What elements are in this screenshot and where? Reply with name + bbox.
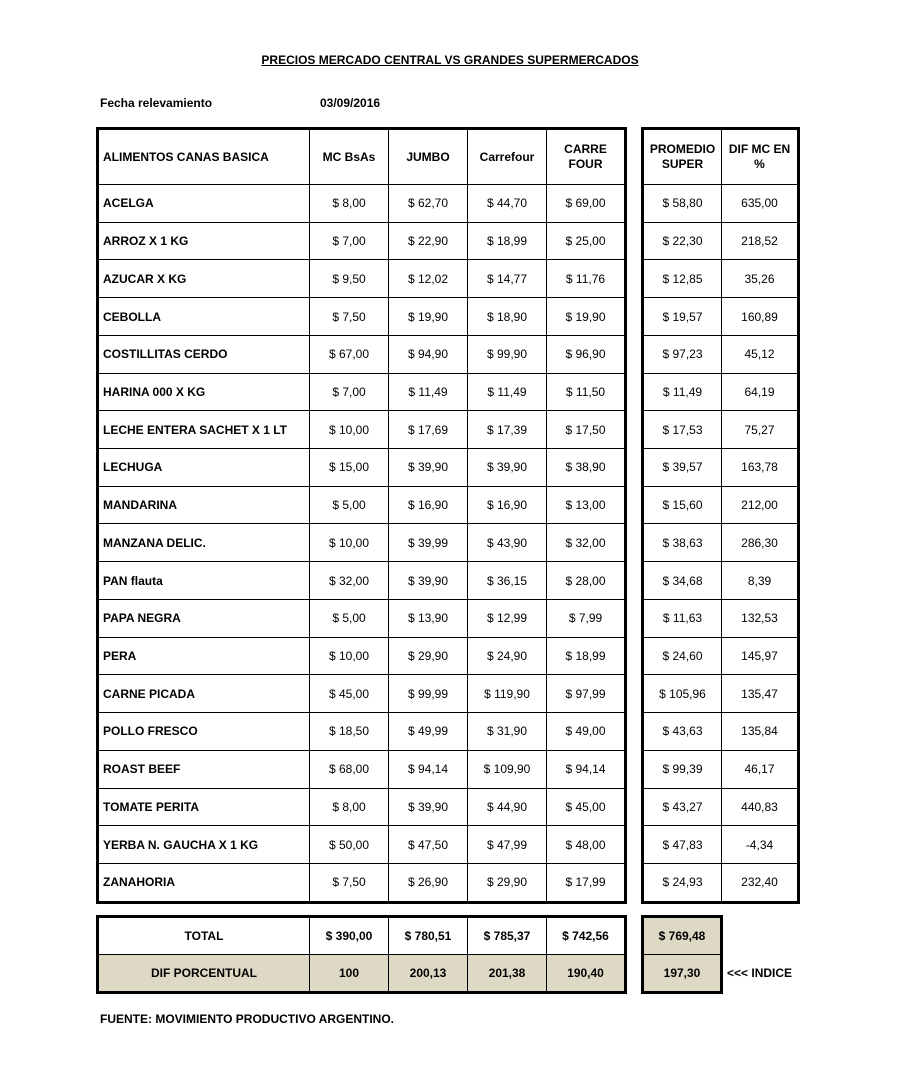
promedio-row xyxy=(643,185,799,223)
product-name: PERA xyxy=(98,637,310,675)
table-row xyxy=(98,373,626,411)
product-name: LECHE ENTERA SACHET X 1 LT xyxy=(98,411,310,449)
promedio-value: $ 58,80 xyxy=(643,185,722,223)
header-promedio-text: PROMEDIO SUPER xyxy=(649,142,716,171)
dif-porcentual-jumbo: 200,13 xyxy=(389,955,468,993)
table-row xyxy=(98,713,626,751)
price-mc: $ 10,00 xyxy=(310,637,389,675)
total-label: TOTAL xyxy=(98,917,310,955)
product-name: MANDARINA xyxy=(98,486,310,524)
promedio-row xyxy=(643,562,799,600)
price-mc: $ 7,00 xyxy=(310,373,389,411)
table-row xyxy=(98,298,626,336)
dif-value: 232,40 xyxy=(722,863,799,902)
price-carre-four: $ 18,99 xyxy=(547,637,626,675)
dif-porcentual-carre-four: 190,40 xyxy=(547,955,626,993)
price-mc: $ 15,00 xyxy=(310,449,389,487)
promedio-row xyxy=(643,863,799,902)
dif-value: 64,19 xyxy=(722,373,799,411)
total-mc: $ 390,00 xyxy=(310,917,389,955)
product-name: ROAST BEEF xyxy=(98,750,310,788)
dif-value: 212,00 xyxy=(722,486,799,524)
promedio-value: $ 17,53 xyxy=(643,411,722,449)
promedio-value: $ 24,93 xyxy=(643,863,722,902)
price-carre-four: $ 7,99 xyxy=(547,599,626,637)
price-jumbo: $ 39,99 xyxy=(389,524,468,562)
product-name: CARNE PICADA xyxy=(98,675,310,713)
dif-value: 440,83 xyxy=(722,788,799,826)
promedio-row xyxy=(643,637,799,675)
dif-porcentual-row xyxy=(98,955,626,993)
promedio-value: $ 22,30 xyxy=(643,222,722,260)
dif-porcentual-promedio-row xyxy=(643,955,722,993)
product-name: AZUCAR X KG xyxy=(98,260,310,298)
dif-value: 35,26 xyxy=(722,260,799,298)
table-row xyxy=(98,750,626,788)
product-name: POLLO FRESCO xyxy=(98,713,310,751)
price-carre-four: $ 13,00 xyxy=(547,486,626,524)
price-jumbo: $ 19,90 xyxy=(389,298,468,336)
price-mc: $ 10,00 xyxy=(310,524,389,562)
total-carrefour: $ 785,37 xyxy=(468,917,547,955)
total-jumbo: $ 780,51 xyxy=(389,917,468,955)
product-name: ZANAHORIA xyxy=(98,863,310,902)
price-carrefour: $ 99,90 xyxy=(468,335,547,373)
promedio-value: $ 11,49 xyxy=(643,373,722,411)
price-carrefour: $ 36,15 xyxy=(468,562,547,600)
dif-porcentual-label: DIF PORCENTUAL xyxy=(98,955,310,993)
table-row xyxy=(98,863,626,902)
promedio-row xyxy=(643,298,799,336)
price-carrefour: $ 12,99 xyxy=(468,599,547,637)
price-mc: $ 18,50 xyxy=(310,713,389,751)
product-name: COSTILLITAS CERDO xyxy=(98,335,310,373)
header-promedio xyxy=(643,129,722,185)
table-row xyxy=(98,185,626,223)
dif-value: 163,78 xyxy=(722,449,799,487)
price-jumbo: $ 49,99 xyxy=(389,713,468,751)
header-dif-text: DIF MC EN % xyxy=(728,142,791,171)
price-jumbo: $ 22,90 xyxy=(389,222,468,260)
price-jumbo: $ 94,90 xyxy=(389,335,468,373)
header-dif xyxy=(722,129,799,185)
price-carrefour: $ 31,90 xyxy=(468,713,547,751)
promedio-row xyxy=(643,222,799,260)
table-row xyxy=(98,599,626,637)
dif-value: 46,17 xyxy=(722,750,799,788)
promedio-value: $ 97,23 xyxy=(643,335,722,373)
promedio-value: $ 24,60 xyxy=(643,637,722,675)
price-jumbo: $ 17,69 xyxy=(389,411,468,449)
price-carrefour: $ 16,90 xyxy=(468,486,547,524)
promedio-row xyxy=(643,713,799,751)
price-jumbo: $ 13,90 xyxy=(389,599,468,637)
dif-value: 135,84 xyxy=(722,713,799,751)
price-jumbo: $ 16,90 xyxy=(389,486,468,524)
price-mc: $ 9,50 xyxy=(310,260,389,298)
product-name: TOMATE PERITA xyxy=(98,788,310,826)
promedio-value: $ 105,96 xyxy=(643,675,722,713)
page-title: PRECIOS MERCADO CENTRAL VS GRANDES SUPERMERCADOS xyxy=(261,53,639,67)
table-row xyxy=(98,449,626,487)
promedio-header-row xyxy=(643,129,799,185)
price-carrefour: $ 11,49 xyxy=(468,373,547,411)
price-carre-four: $ 19,90 xyxy=(547,298,626,336)
table-row xyxy=(98,524,626,562)
price-carrefour: $ 119,90 xyxy=(468,675,547,713)
promedio-value: $ 15,60 xyxy=(643,486,722,524)
price-mc: $ 5,00 xyxy=(310,599,389,637)
table-row xyxy=(98,562,626,600)
price-jumbo: $ 39,90 xyxy=(389,788,468,826)
price-mc: $ 7,50 xyxy=(310,298,389,336)
indice-label: <<< INDICE xyxy=(727,966,793,980)
price-carrefour: $ 18,90 xyxy=(468,298,547,336)
promedio-row xyxy=(643,373,799,411)
dif-value: 45,12 xyxy=(722,335,799,373)
price-jumbo: $ 29,90 xyxy=(389,637,468,675)
price-carre-four: $ 49,00 xyxy=(547,713,626,751)
dif-value: 135,47 xyxy=(722,675,799,713)
product-name: ARROZ X 1 KG xyxy=(98,222,310,260)
table-row xyxy=(98,411,626,449)
promedio-value: $ 99,39 xyxy=(643,750,722,788)
table-row xyxy=(98,675,626,713)
promedio-value: $ 11,63 xyxy=(643,599,722,637)
price-carrefour: $ 17,39 xyxy=(468,411,547,449)
table-row xyxy=(98,637,626,675)
promedio-row xyxy=(643,750,799,788)
table-row xyxy=(98,788,626,826)
price-mc: $ 7,50 xyxy=(310,863,389,902)
table-row xyxy=(98,826,626,864)
total-row xyxy=(98,917,626,955)
price-jumbo: $ 47,50 xyxy=(389,826,468,864)
price-mc: $ 10,00 xyxy=(310,411,389,449)
price-carre-four: $ 94,14 xyxy=(547,750,626,788)
total-promedio: $ 769,48 xyxy=(643,917,722,955)
dif-value: 145,97 xyxy=(722,637,799,675)
promedio-row xyxy=(643,411,799,449)
price-mc: $ 32,00 xyxy=(310,562,389,600)
promedio-value: $ 43,27 xyxy=(643,788,722,826)
price-carrefour: $ 109,90 xyxy=(468,750,547,788)
dif-value: 75,27 xyxy=(722,411,799,449)
price-carrefour: $ 29,90 xyxy=(468,863,547,902)
dif-value: 8,39 xyxy=(722,562,799,600)
price-mc: $ 8,00 xyxy=(310,788,389,826)
price-carrefour: $ 39,90 xyxy=(468,449,547,487)
price-carrefour: $ 18,99 xyxy=(468,222,547,260)
table-row xyxy=(98,260,626,298)
price-carre-four: $ 25,00 xyxy=(547,222,626,260)
promedio-value: $ 43,63 xyxy=(643,713,722,751)
dif-porcentual-promedio: 197,30 xyxy=(643,955,722,993)
product-name: YERBA N. GAUCHA X 1 KG xyxy=(98,826,310,864)
totals-table xyxy=(96,915,627,994)
promedio-row xyxy=(643,599,799,637)
price-mc: $ 5,00 xyxy=(310,486,389,524)
fecha-value: 03/09/2016 xyxy=(320,96,381,110)
dif-value: 286,30 xyxy=(722,524,799,562)
price-mc: $ 7,00 xyxy=(310,222,389,260)
product-name: MANZANA DELIC. xyxy=(98,524,310,562)
price-mc: $ 45,00 xyxy=(310,675,389,713)
promedio-row xyxy=(643,826,799,864)
price-jumbo: $ 62,70 xyxy=(389,185,468,223)
price-carre-four: $ 38,90 xyxy=(547,449,626,487)
header-jumbo: JUMBO xyxy=(389,129,468,185)
price-jumbo: $ 26,90 xyxy=(389,863,468,902)
table-row xyxy=(98,335,626,373)
product-name: HARINA 000 X KG xyxy=(98,373,310,411)
price-carre-four: $ 11,76 xyxy=(547,260,626,298)
price-carre-four: $ 11,50 xyxy=(547,373,626,411)
promedio-value: $ 47,83 xyxy=(643,826,722,864)
header-carre-four-text: CARRE FOUR xyxy=(564,142,607,171)
product-name: LECHUGA xyxy=(98,449,310,487)
dif-porcentual-mc: 100 xyxy=(310,955,389,993)
promedio-row xyxy=(643,449,799,487)
promedio-row xyxy=(643,524,799,562)
price-jumbo: $ 12,02 xyxy=(389,260,468,298)
totals-promedio-table xyxy=(641,915,723,994)
price-mc: $ 50,00 xyxy=(310,826,389,864)
price-carre-four: $ 17,50 xyxy=(547,411,626,449)
promedio-table xyxy=(641,127,800,904)
total-carre-four: $ 742,56 xyxy=(547,917,626,955)
promedio-value: $ 19,57 xyxy=(643,298,722,336)
promedio-row xyxy=(643,260,799,298)
dif-value: 218,52 xyxy=(722,222,799,260)
dif-value: 635,00 xyxy=(722,185,799,223)
price-carrefour: $ 47,99 xyxy=(468,826,547,864)
promedio-value: $ 12,85 xyxy=(643,260,722,298)
price-jumbo: $ 39,90 xyxy=(389,562,468,600)
price-mc: $ 67,00 xyxy=(310,335,389,373)
price-jumbo: $ 99,99 xyxy=(389,675,468,713)
price-carrefour: $ 44,90 xyxy=(468,788,547,826)
fuente-note: FUENTE: MOVIMIENTO PRODUCTIVO ARGENTINO. xyxy=(100,1012,395,1026)
product-name: PAPA NEGRA xyxy=(98,599,310,637)
price-carrefour: $ 24,90 xyxy=(468,637,547,675)
dif-value: -4,34 xyxy=(722,826,799,864)
header-carre-four xyxy=(547,129,626,185)
promedio-row xyxy=(643,335,799,373)
price-carre-four: $ 17,99 xyxy=(547,863,626,902)
price-carre-four: $ 96,90 xyxy=(547,335,626,373)
product-name: ACELGA xyxy=(98,185,310,223)
price-carre-four: $ 45,00 xyxy=(547,788,626,826)
price-carre-four: $ 69,00 xyxy=(547,185,626,223)
product-name: CEBOLLA xyxy=(98,298,310,336)
price-carre-four: $ 48,00 xyxy=(547,826,626,864)
header-mc: MC BsAs xyxy=(310,129,389,185)
promedio-row xyxy=(643,788,799,826)
promedio-value: $ 38,63 xyxy=(643,524,722,562)
dif-value: 132,53 xyxy=(722,599,799,637)
price-carrefour: $ 43,90 xyxy=(468,524,547,562)
price-mc: $ 68,00 xyxy=(310,750,389,788)
promedio-value: $ 34,68 xyxy=(643,562,722,600)
price-mc: $ 8,00 xyxy=(310,185,389,223)
price-carrefour: $ 44,70 xyxy=(468,185,547,223)
table-header-row xyxy=(98,129,626,185)
price-jumbo: $ 11,49 xyxy=(389,373,468,411)
product-name: PAN flauta xyxy=(98,562,310,600)
price-carre-four: $ 97,99 xyxy=(547,675,626,713)
promedio-row xyxy=(643,675,799,713)
total-promedio-row xyxy=(643,917,722,955)
header-carrefour: Carrefour xyxy=(468,129,547,185)
price-jumbo: $ 39,90 xyxy=(389,449,468,487)
price-carrefour: $ 14,77 xyxy=(468,260,547,298)
table-row xyxy=(98,486,626,524)
price-carre-four: $ 32,00 xyxy=(547,524,626,562)
table-row xyxy=(98,222,626,260)
price-jumbo: $ 94,14 xyxy=(389,750,468,788)
price-table xyxy=(96,127,627,904)
price-carre-four: $ 28,00 xyxy=(547,562,626,600)
promedio-value: $ 39,57 xyxy=(643,449,722,487)
dif-porcentual-carrefour: 201,38 xyxy=(468,955,547,993)
promedio-row xyxy=(643,486,799,524)
dif-value: 160,89 xyxy=(722,298,799,336)
fecha-label: Fecha relevamiento xyxy=(100,96,213,110)
header-alimentos: ALIMENTOS CANAS BASICA xyxy=(98,129,310,185)
